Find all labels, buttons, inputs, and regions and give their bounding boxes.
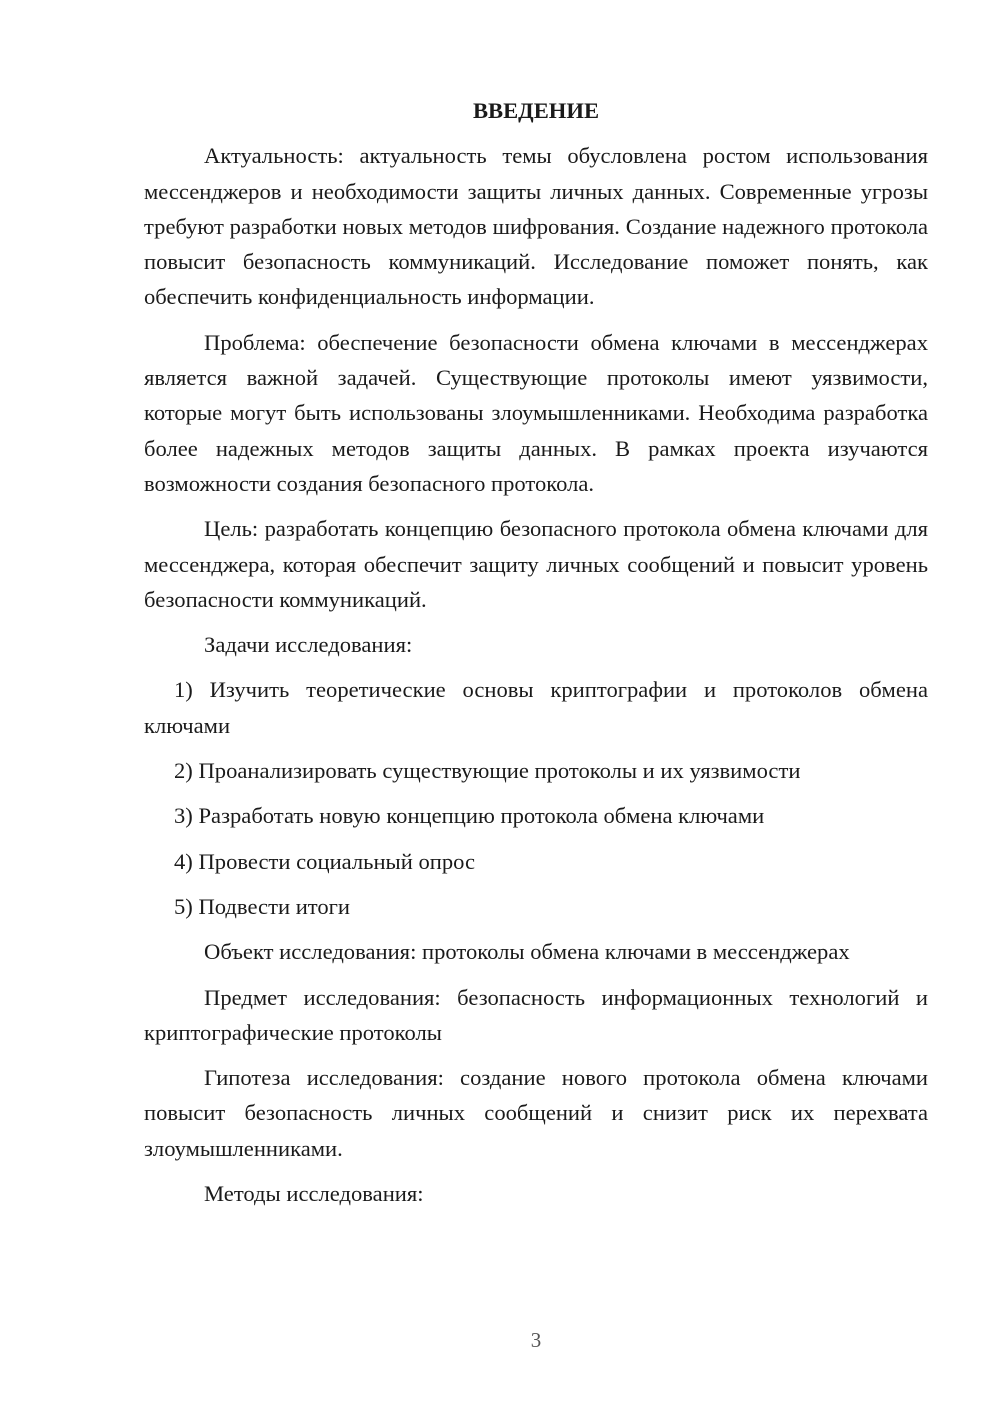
methods-title: Методы исследования: (204, 1181, 424, 1207)
list-item: 1) Изучить теоретические основы криптографии и протоколов обмена ключами (144, 677, 928, 738)
paragraph-object: Объект исследования: протоколы обмена ключами в мессенджерах (204, 939, 850, 965)
tasks-title: Задачи исследования: (204, 632, 413, 658)
section-heading: ВВЕДЕНИЕ (472, 98, 600, 123)
paragraph-subject: Предмет исследования: безопасность информационных технологий и криптографические протоколы (144, 984, 928, 1045)
list-item: 5) Подвести итоги (174, 893, 351, 919)
paragraph-problem: Проблема: обеспечение безопасности обмена ключами в мессенджерах является важной задачей. Существующие протоколы имеют уязвимости, которые могут быть использованы злоумышленниками. Необходима разработка более надежных методов защиты данных. В рамках проекта изучаются возможности создания безопасного протокола. (144, 329, 928, 496)
paragraph-hypothesis: Гипотеза исследования: создание нового протокола обмена ключами повысит безопасность личных сообщений и снизит риск их перехвата злоумышленниками. (144, 1065, 928, 1161)
list-item: 4) Провести социальный опрос (174, 848, 476, 874)
paragraph-goal: Цель: разработать концепцию безопасного протокола обмена ключами для мессенджера, которая обеспечит защиту личных сообщений и повысит уровень безопасности коммуникаций. (144, 516, 928, 612)
list-item: 2) Проанализировать существующие протоколы и их уязвимости (174, 758, 801, 784)
paragraph-relevance: Актуальность: актуальность темы обусловлена ростом использования мессенджеров и необходимости защиты личных данных. Современные угрозы требуют разработки новых методов шифрования. Создание надежного протокола повысит безопасность коммуникаций. Исследование поможет понять, как обеспечить конфиденциальность информации. (144, 143, 928, 310)
page-number: 3 (530, 1328, 542, 1352)
page-content (144, 93, 928, 1221)
list-item: 3) Разработать новую концепцию протокола обмена ключами (174, 803, 765, 829)
